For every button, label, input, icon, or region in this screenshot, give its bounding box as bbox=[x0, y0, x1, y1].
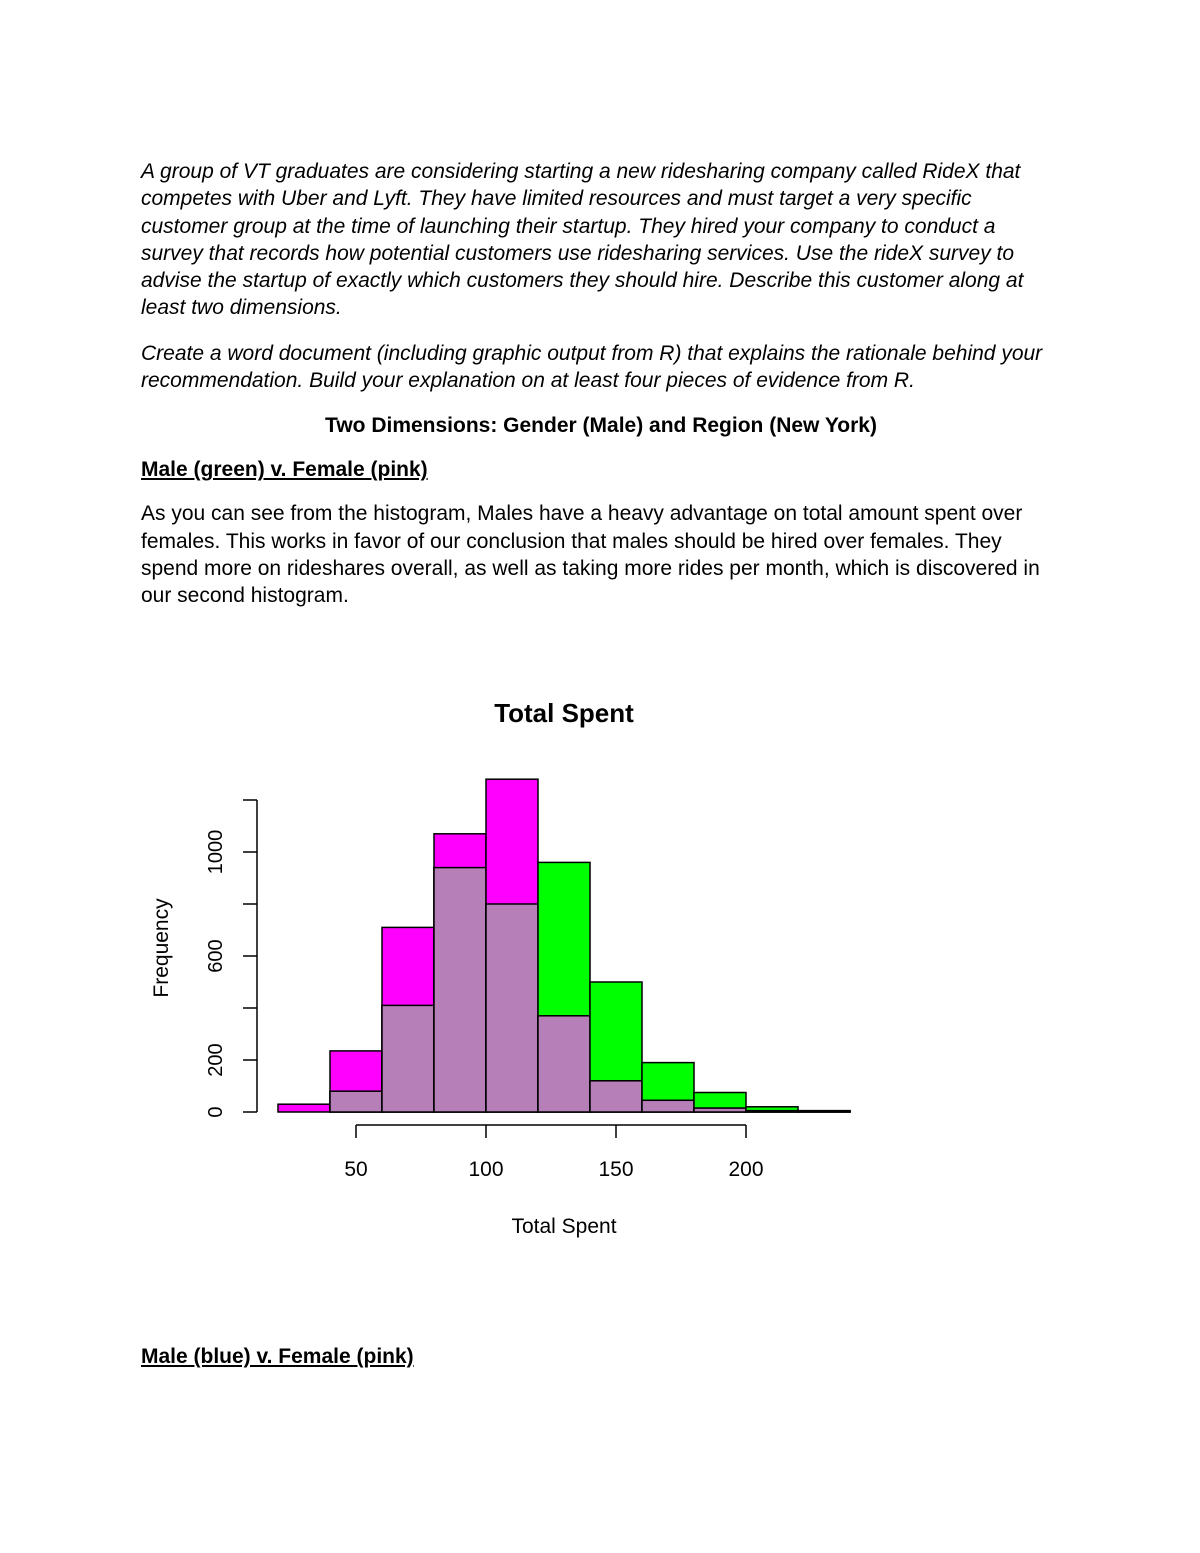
bar-overlap bbox=[642, 1100, 694, 1112]
y-tick-label: 600 bbox=[205, 939, 227, 973]
y-tick-label: 200 bbox=[205, 1043, 227, 1077]
section-1-body: As you can see from the histogram, Males have a heavy advantage on total amount spent over females. This works in favor of our conclusion that males should be hired over females. They spend more on rideshares overall, as well as taking more rides per month, which is discovered in our second histogram. bbox=[141, 502, 1040, 608]
x-tick-label: 100 bbox=[468, 1158, 504, 1181]
total-spent-histogram bbox=[130, 680, 870, 1260]
instructions-paragraph: Create a word document (including graphic output from R) that explains the rationale behind your recommendation. Build your explanation on at least four pieces of evidence from R. bbox=[141, 341, 1043, 393]
intro-paragraph: A group of VT graduates are considering starting a new ridesharing company called RideX that competes with Uber and Lyft. They have limited resources and must target a very specific customer group at the time of launching their startup. They hired your company to conduct a survey that records how potential customers use ridesharing services. Use the rideX survey to advise the startup of exactly which customers they should hire. Describe this customer along at least two dimensions. bbox=[141, 160, 1024, 320]
x-tick-label: 50 bbox=[344, 1158, 368, 1181]
bar-overlap bbox=[746, 1111, 798, 1112]
dimensions-heading: Two Dimensions: Gender (Male) and Region (New York) bbox=[325, 414, 877, 438]
y-tick-label: 1000 bbox=[205, 829, 227, 875]
bar-overlap bbox=[590, 1081, 642, 1112]
bar-female bbox=[278, 1104, 330, 1112]
bar-overlap bbox=[694, 1108, 746, 1112]
document-body bbox=[141, 158, 1061, 610]
histogram-svg bbox=[130, 680, 870, 1260]
bar-overlap bbox=[434, 868, 486, 1112]
x-tick-label: 150 bbox=[598, 1158, 634, 1181]
bar-overlap bbox=[486, 904, 538, 1112]
section-1-heading: Male (green) v. Female (pink) bbox=[141, 458, 428, 482]
bar-overlap bbox=[382, 1005, 434, 1112]
bar-overlap bbox=[330, 1091, 382, 1112]
section-2-heading: Male (blue) v. Female (pink) bbox=[141, 1345, 414, 1368]
y-axis-label: Frequency bbox=[150, 898, 173, 998]
chart-title: Total Spent bbox=[494, 698, 634, 728]
y-tick-label: 0 bbox=[205, 1106, 227, 1118]
x-axis-label: Total Spent bbox=[511, 1215, 617, 1238]
bar-overlap bbox=[538, 1016, 590, 1112]
x-tick-label: 200 bbox=[728, 1158, 764, 1181]
bar-overlap bbox=[798, 1111, 850, 1112]
